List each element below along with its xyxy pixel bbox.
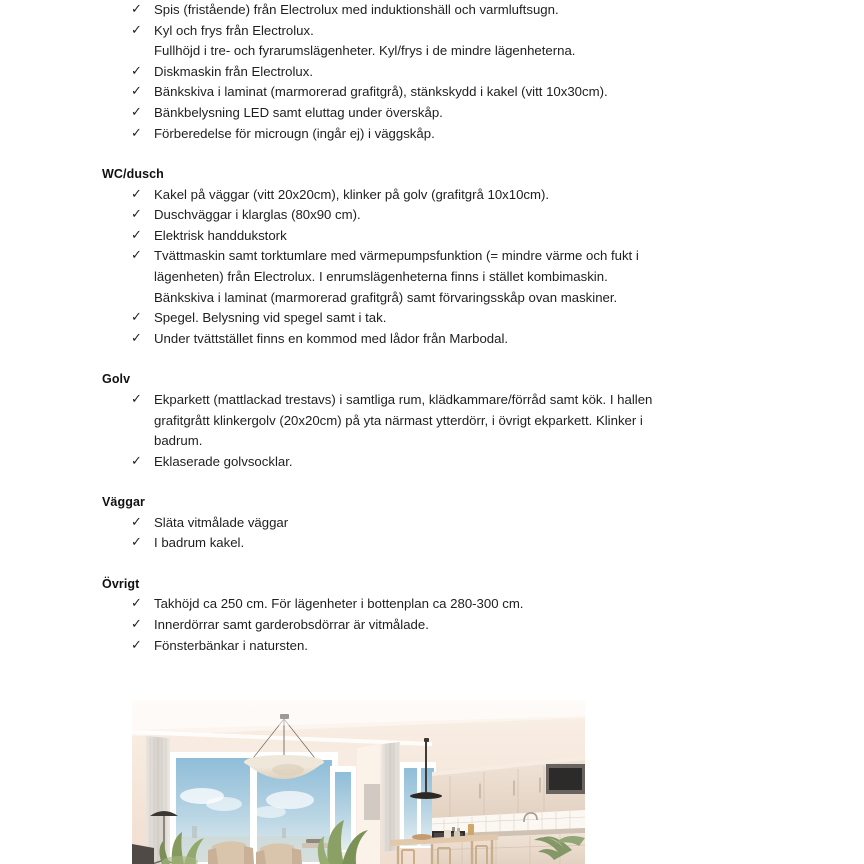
list-item: ✓ Spegel. Belysning vid spegel samt i tak. [102, 308, 802, 329]
section-kitchen-continued [102, 0, 802, 144]
check-icon: ✓ [131, 227, 142, 243]
list-item: ✓ I badrum kakel. [102, 533, 802, 554]
list-item: ✓ Under tvättstället finns en kommod med lådor från Marbodal. [102, 329, 802, 350]
list-item: ✓ Kakel på väggar (vitt 20x20cm), klinker på golv (grafitgrå 10x10cm). [102, 185, 802, 206]
section-ovrigt [102, 574, 802, 656]
section-vaggar [102, 492, 802, 554]
list-item: ✓ Spis (fristående) från Electrolux med induktionshäll och varmluftsugn. [102, 0, 802, 21]
list-item-continuation: grafitgrått klinkergolv (20x20cm) på yta närmast ytterdörr, i övrigt ekparkett. Klinker i [154, 412, 643, 428]
check-icon: ✓ [131, 535, 142, 551]
check-icon: ✓ [131, 207, 142, 223]
checklist-golv [102, 390, 802, 472]
list-item-continuation: Fullhöjd i tre- och fyrarumslägenheter. Kyl/frys i de mindre lägenheterna. [154, 43, 576, 59]
list-item: ✓ Innerdörrar samt garderobsdörrar är vitmålade. [102, 615, 802, 636]
list-item: ✓ Förberedelse för microugn (ingår ej) i väggskåp. [102, 124, 802, 145]
check-icon: ✓ [131, 125, 142, 141]
checklist-vaggar [102, 513, 802, 554]
section-spacer [102, 349, 802, 369]
check-icon: ✓ [131, 596, 142, 612]
list-item: ✓ Duschväggar i klarglas (80x90 cm). [102, 205, 802, 226]
checklist-ovrigt [102, 594, 802, 656]
section-spacer [102, 554, 802, 574]
check-icon: ✓ [131, 22, 142, 38]
list-item: ✓ Kyl och frys från Electrolux. [102, 21, 802, 42]
list-item: ✓ Diskmaskin från Electrolux. [102, 62, 802, 83]
section-heading: WC/dusch [102, 167, 164, 182]
list-item: ✓ Eklaserade golvsocklar. [102, 452, 802, 473]
list-item: ✓ Tvättmaskin samt torktumlare med värmepumpsfunktion (= mindre värme och fukt i [102, 246, 802, 267]
check-icon: ✓ [131, 2, 142, 17]
check-icon: ✓ [131, 186, 142, 202]
check-icon: ✓ [131, 84, 142, 100]
checklist-wc-dusch [102, 185, 802, 350]
section-wc-dusch [102, 164, 802, 349]
list-item: ✓ Elektrisk handdukstork [102, 226, 802, 247]
list-item: ✓ Bänkskiva i laminat (marmorerad grafitgrå), stänkskydd i kakel (vitt 10x30cm). [102, 82, 802, 103]
check-icon: ✓ [131, 617, 142, 633]
interior-render-image [132, 700, 585, 864]
check-icon: ✓ [131, 310, 142, 326]
checklist-kitchen-continued [102, 0, 802, 144]
check-icon: ✓ [131, 391, 142, 407]
check-icon: ✓ [131, 514, 142, 530]
list-item: ✓ Bänkbelysning LED samt eluttag under överskåp. [102, 103, 802, 124]
check-icon: ✓ [131, 63, 142, 79]
check-icon: ✓ [131, 104, 142, 120]
check-icon: ✓ [131, 330, 142, 346]
interior-illustration [132, 700, 585, 864]
section-heading: Golv [102, 372, 131, 387]
list-item: ✓ Fönsterbänkar i natursten. [102, 636, 802, 657]
specification-content [102, 0, 802, 656]
list-item: ✓ Släta vitmålade väggar [102, 513, 802, 534]
check-icon: ✓ [131, 453, 142, 469]
check-icon: ✓ [131, 637, 142, 653]
section-golv [102, 369, 802, 472]
list-item-continuation: lägenheten) från Electrolux. I enrumslägenheterna finns i stället kombimaskin. [154, 269, 608, 285]
section-heading: Övrigt [102, 576, 140, 591]
section-spacer [102, 472, 802, 492]
section-spacer [102, 144, 802, 164]
list-item-continuation: badrum. [154, 433, 203, 449]
list-item-continuation: Bänkskiva i laminat (marmorerad grafitgrå) samt förvaringsskåp ovan maskiner. [154, 289, 618, 305]
check-icon: ✓ [131, 248, 142, 264]
section-heading: Väggar [102, 495, 145, 510]
list-item: ✓ Ekparkett (mattlackad trestavs) i samtliga rum, klädkammare/förråd samt kök. I hallen [102, 390, 802, 411]
list-item: ✓ Takhöjd ca 250 cm. För lägenheter i bottenplan ca 280-300 cm. [102, 594, 802, 615]
